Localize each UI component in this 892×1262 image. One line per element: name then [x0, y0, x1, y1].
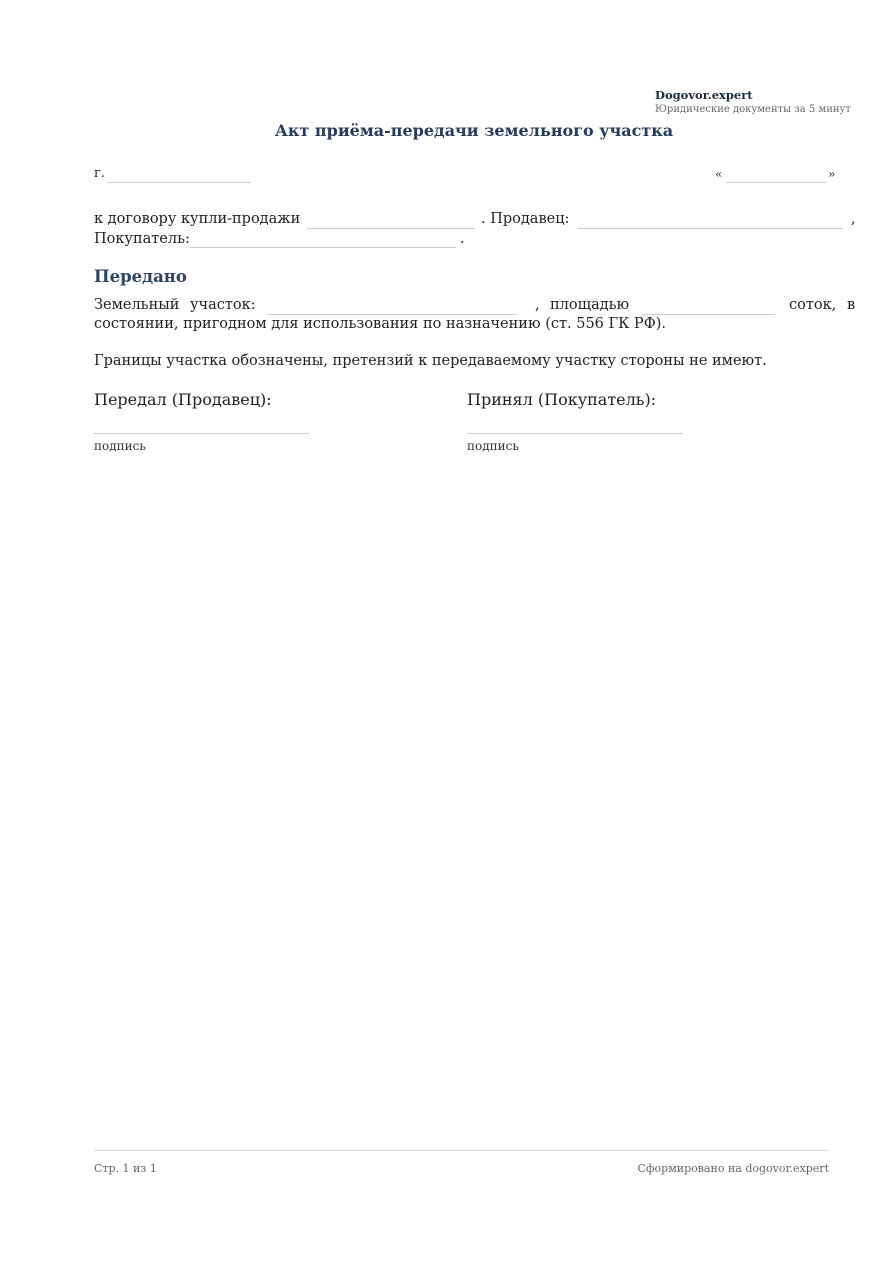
page-indicator: Стр. 1 из 1 [94, 1162, 157, 1175]
seller-signature-caption: подпись [94, 439, 146, 453]
area-field[interactable] [642, 314, 775, 315]
plot-label: Земельный [94, 297, 180, 313]
seller-sign-label: Передал (Продавец): [94, 390, 272, 409]
buyer-period: . [460, 231, 465, 247]
seller-comma: , [851, 211, 856, 227]
plot-label-2: участок: [190, 297, 256, 313]
boundaries-text: Границы участка обозначены, претензий к передаваемому участку стороны не имеют. [94, 353, 767, 369]
area-in: в [847, 297, 856, 313]
date-open-quote: « [715, 167, 723, 181]
buyer-signature-caption: подпись [467, 439, 519, 453]
plot-comma: , [535, 297, 540, 313]
city-field[interactable] [107, 182, 251, 183]
brand-tagline: Юридические документы за 5 минут [655, 104, 851, 115]
condition-text: состоянии, пригодном для использования по назначению (ст. 556 ГК РФ). [94, 316, 666, 332]
date-field[interactable] [726, 182, 826, 183]
city-prefix: г. [94, 166, 105, 181]
contract-ref-label: к договору купли-продажи [94, 211, 301, 227]
area-label: площадью [550, 297, 630, 313]
plot-field[interactable] [267, 314, 517, 315]
date-close-quote: » [828, 167, 836, 181]
seller-label: . Продавец: [481, 211, 570, 227]
seller-field[interactable] [578, 228, 843, 229]
area-unit: соток, [789, 297, 837, 313]
buyer-signature-field[interactable] [467, 433, 683, 434]
buyer-field[interactable] [190, 247, 456, 248]
brand-name: Dogovor.expert [655, 88, 753, 102]
buyer-label: Покупатель: [94, 231, 190, 247]
document-title: Акт приёма-передачи земельного участка [274, 121, 674, 140]
generated-note: Сформировано на dogovor.expert [637, 1162, 829, 1175]
buyer-sign-label: Принял (Покупатель): [467, 390, 657, 409]
section-heading: Передано [94, 267, 187, 286]
footer-divider [94, 1150, 829, 1151]
seller-signature-field[interactable] [94, 433, 309, 434]
contract-number-field[interactable] [307, 228, 475, 229]
